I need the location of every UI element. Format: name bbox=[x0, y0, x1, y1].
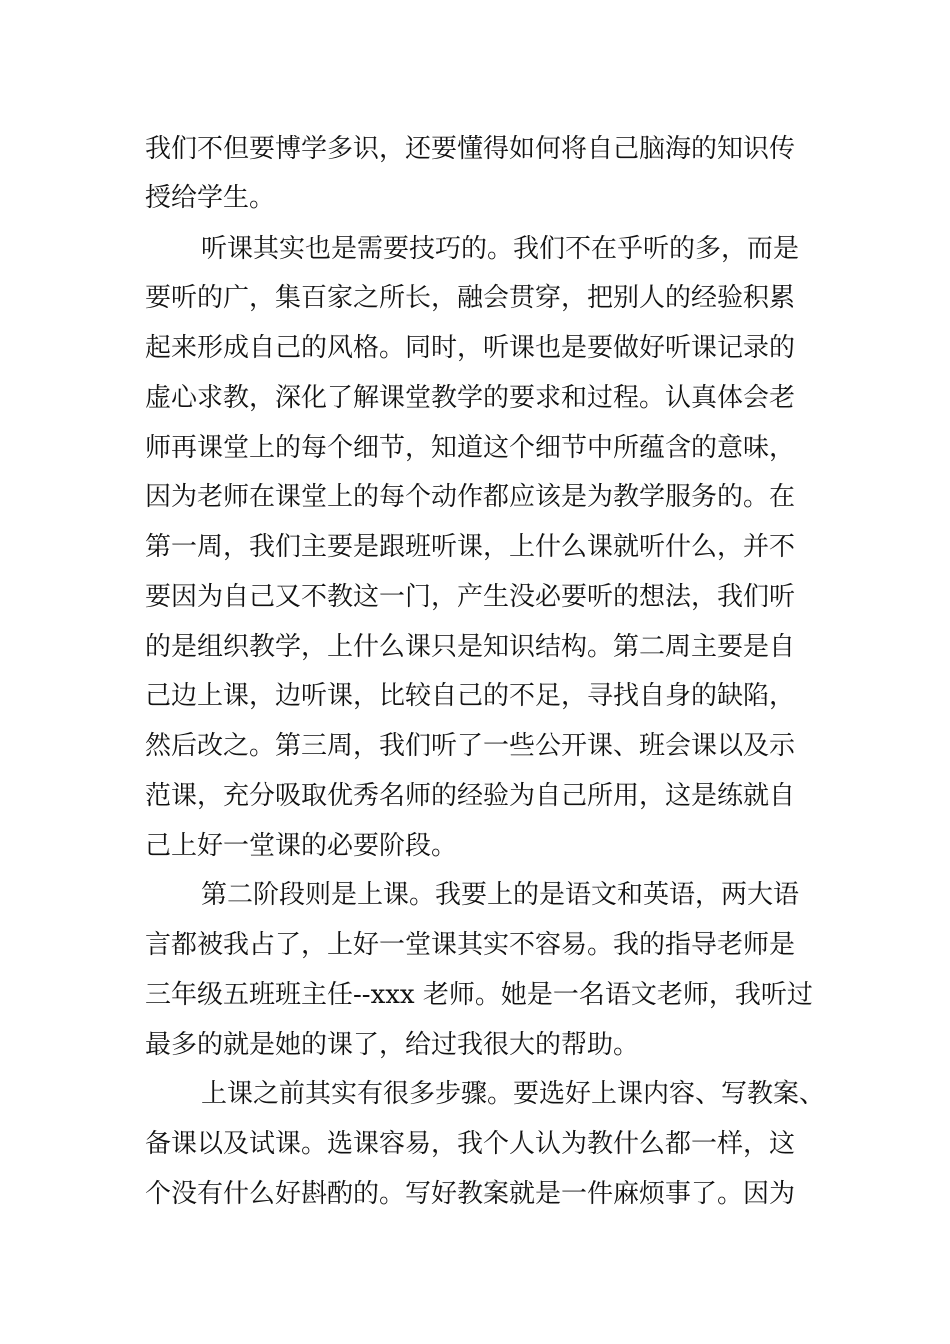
text-line: 三年级五班班主任--xxx 老师。她是一名语文老师，我听过 bbox=[145, 980, 813, 1010]
text-line: 己边上课，边听课，比较自己的不足，寻找自身的缺陷， bbox=[145, 681, 796, 711]
text-line: 虚心求教，深化了解课堂教学的要求和过程。认真体会老 bbox=[145, 383, 796, 413]
text-line: 因为老师在课堂上的每个动作都应该是为教学服务的。在 bbox=[145, 482, 796, 512]
text-line: 的是组织教学，上什么课只是知识结构。第二周主要是自 bbox=[145, 632, 796, 662]
text-line: 言都被我占了，上好一堂课其实不容易。我的指导老师是 bbox=[145, 930, 796, 960]
text-line: 起来形成自己的风格。同时，听课也是要做好听课记录的 bbox=[145, 333, 796, 363]
text-line: 最多的就是她的课了，给过我很大的帮助。 bbox=[145, 1030, 640, 1060]
text-line: 个没有什么好斟酌的。写好教案就是一件麻烦事了。因为 bbox=[145, 1179, 796, 1209]
text-line: 第一周，我们主要是跟班听课，上什么课就听什么，并不 bbox=[145, 532, 796, 562]
text-line: 范课，充分吸取优秀名师的经验为自己所用，这是练就自 bbox=[145, 781, 796, 811]
text-line: 师再课堂上的每个细节，知道这个细节中所蕴含的意味， bbox=[145, 433, 796, 463]
text-line: 要因为自己又不教这一门，产生没必要听的想法，我们听 bbox=[145, 582, 796, 612]
paragraph-first-line: 听课其实也是需要技巧的。我们不在乎听的多，而是 bbox=[201, 234, 800, 264]
text-line: 然后改之。第三周，我们听了一些公开课、班会课以及示 bbox=[145, 731, 796, 761]
paragraph-first-line: 第二阶段则是上课。我要上的是语文和英语，两大语 bbox=[201, 880, 800, 910]
text-line: 备课以及试课。选课容易，我个人认为教什么都一样，这 bbox=[145, 1129, 796, 1159]
text-line: 授给学生。 bbox=[145, 183, 276, 213]
paragraph-first-line: 上课之前其实有很多步骤。要选好上课内容、写教案、 bbox=[201, 1079, 826, 1109]
text-line: 我们不但要博学多识，还要懂得如何将自己脑海的知识传 bbox=[145, 134, 796, 164]
text-line: 己上好一堂课的必要阶段。 bbox=[145, 831, 458, 861]
text-line: 要听的广，集百家之所长，融会贯穿，把别人的经验积累 bbox=[145, 283, 796, 313]
